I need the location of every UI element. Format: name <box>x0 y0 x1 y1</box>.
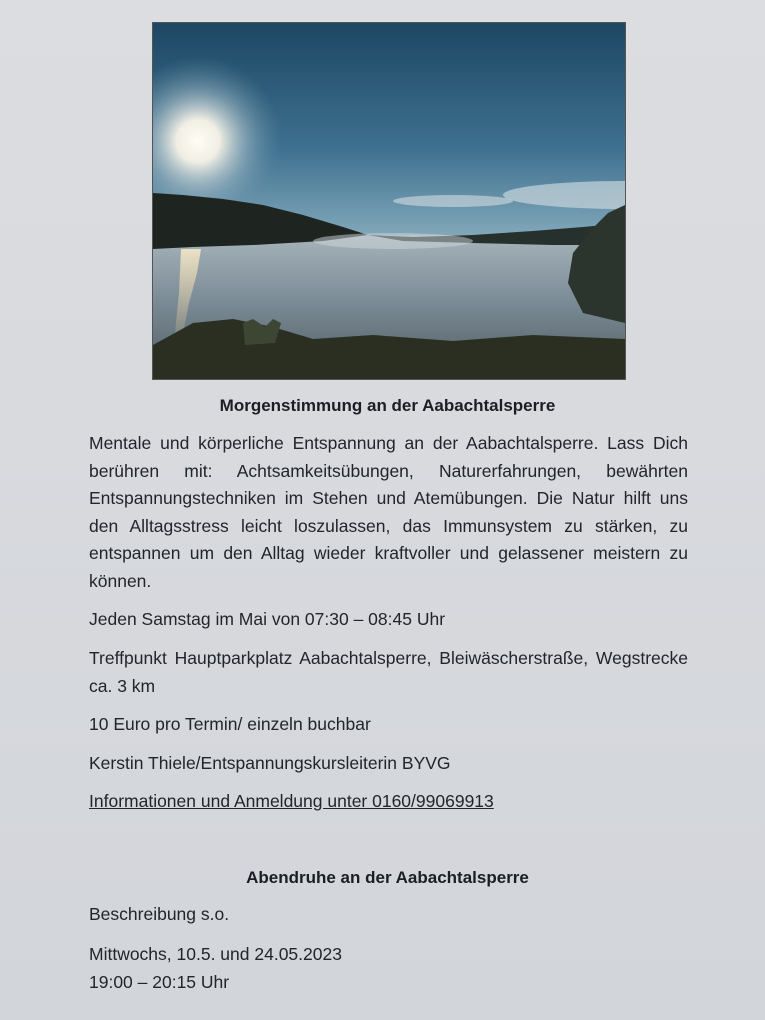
section2-description: Beschreibung s.o. <box>89 904 230 924</box>
section2-dates: Mittwochs, 10.5. und 24.05.2023 <box>89 944 342 964</box>
section1-description: Mentale und körperliche Entspannung an der Aabachtalsperre. Lass Dich berühren mit: Achtsamkeitsübungen, Naturerfahrungen, bewährten Entspannungstechniken im Stehen und Atemübungen. Die Natur hilft uns den Alltagsstress leicht loszulassen, das Immunsystem zu stärken, zu entspannen um den Alltag wieder kraftvoller und gelassener meistern zu können. <box>89 433 688 591</box>
section1-title: Morgenstimmung an der Aabachtalsperre <box>219 396 556 415</box>
section1-contact-link[interactable]: Informationen und Anmeldung unter 0160/99069913 <box>89 791 494 811</box>
section2-time: 19:00 – 20:15 Uhr <box>89 972 230 992</box>
lake-sunrise-photo <box>152 22 626 380</box>
section1-instructor: Kerstin Thiele/Entspannungskursleiterin BYVG <box>89 753 451 773</box>
section1-meeting-point: Treffpunkt Hauptparkplatz Aabachtalsperre, Bleiwäscherstraße, Wegstrecke ca. 3 km <box>89 648 688 696</box>
lake-sunrise-icon <box>153 23 625 379</box>
section2-title: Abendruhe an der Aabachtalsperre <box>246 868 529 887</box>
section1-price: 10 Euro pro Termin/ einzeln buchbar <box>89 714 371 734</box>
section1-schedule: Jeden Samstag im Mai von 07:30 – 08:45 Uhr <box>89 609 446 629</box>
